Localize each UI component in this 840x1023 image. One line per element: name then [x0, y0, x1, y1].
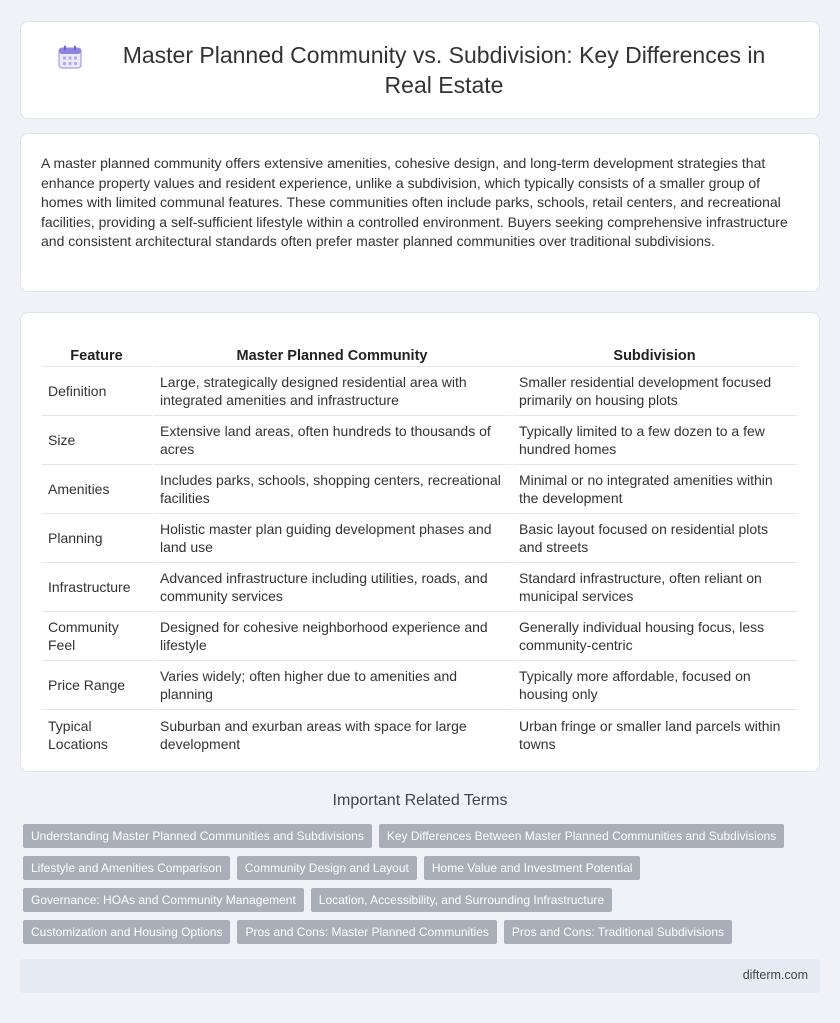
subdivision-cell: Typically more affordable, focused on housing only: [513, 661, 799, 710]
master-planned-cell: Designed for cohesive neighborhood experience and lifestyle: [154, 612, 513, 661]
master-planned-cell: Includes parks, schools, shopping centers, recreational facilities: [154, 465, 513, 514]
intro-paragraph: A master planned community offers extensive amenities, cohesive design, and long-term development strategies that enhance property values and resident experience, unlike a subdivision, which typically consists of a smaller group of homes with limited communal features. These communities often include parks, schools, retail centers, and recreational facilities, providing a self-sufficient lifestyle within a controlled environment. Buyers seeking comprehensive infrastructure and consistent architectural standards often prefer master planned communities over traditional subdivisions.: [41, 155, 788, 249]
related-term-tag[interactable]: Pros and Cons: Master Planned Communities: [237, 920, 496, 944]
master-planned-cell: Holistic master plan guiding development phases and land use: [154, 514, 513, 563]
related-term-tag[interactable]: Lifestyle and Amenities Comparison: [23, 856, 230, 880]
table-row: [42, 563, 799, 612]
calendar-icon: [56, 43, 84, 71]
comparison-table-card: [20, 312, 820, 772]
feature-cell: Definition: [42, 367, 154, 416]
subdivision-cell: Generally individual housing focus, less community-centric: [513, 612, 799, 661]
table-row: [42, 710, 799, 759]
subdivision-cell: Urban fringe or smaller land parcels within towns: [513, 710, 799, 759]
related-term-tag[interactable]: Location, Accessibility, and Surrounding Infrastructure: [311, 888, 612, 912]
related-terms-title: Important Related Terms: [332, 792, 508, 809]
master-planned-cell: Extensive land areas, often hundreds to thousands of acres: [154, 416, 513, 465]
master-planned-cell: Advanced infrastructure including utilities, roads, and community services: [154, 563, 513, 612]
related-term-tag[interactable]: Customization and Housing Options: [23, 920, 230, 944]
related-term-tag[interactable]: Community Design and Layout: [237, 856, 417, 880]
subdivision-cell: Basic layout focused on residential plots and streets: [513, 514, 799, 563]
page-title: Master Planned Community vs. Subdivision: Key Differences in Real Estate: [122, 42, 766, 98]
table-row: [42, 465, 799, 514]
table-row: [42, 416, 799, 465]
related-term-tag[interactable]: Understanding Master Planned Communities and Subdivisions: [23, 824, 372, 848]
table-row: [42, 514, 799, 563]
master-planned-cell: Suburban and exurban areas with space for large development: [154, 710, 513, 759]
feature-cell: Planning: [42, 514, 154, 563]
intro-card: [20, 133, 820, 292]
column-header-feature: Feature: [42, 333, 154, 367]
table-row: [42, 612, 799, 661]
master-planned-cell: Varies widely; often higher due to amenities and planning: [154, 661, 513, 710]
related-terms-list: [23, 824, 823, 944]
footer-site-link[interactable]: difterm.com: [742, 968, 808, 982]
related-term-tag[interactable]: Home Value and Investment Potential: [424, 856, 641, 880]
related-term-tag[interactable]: Governance: HOAs and Community Management: [23, 888, 304, 912]
column-header-subdivision: Subdivision: [513, 333, 799, 367]
column-header-master-planned: Master Planned Community: [154, 333, 513, 367]
master-planned-cell: Large, strategically designed residential area with integrated amenities and infrastructure: [154, 367, 513, 416]
table-header-row: [42, 333, 799, 367]
feature-cell: Size: [42, 416, 154, 465]
feature-cell: Infrastructure: [42, 563, 154, 612]
subdivision-cell: Smaller residential development focused primarily on housing plots: [513, 367, 799, 416]
feature-cell: Amenities: [42, 465, 154, 514]
subdivision-cell: Typically limited to a few dozen to a few hundred homes: [513, 416, 799, 465]
footer: [20, 959, 820, 993]
feature-cell: Community Feel: [42, 612, 154, 661]
feature-cell: Typical Locations: [42, 710, 154, 759]
table-row: [42, 661, 799, 710]
header-card: [20, 21, 820, 119]
related-term-tag[interactable]: Pros and Cons: Traditional Subdivisions: [504, 920, 732, 944]
subdivision-cell: Standard infrastructure, often reliant on municipal services: [513, 563, 799, 612]
comparison-table: [42, 333, 799, 759]
feature-cell: Price Range: [42, 661, 154, 710]
subdivision-cell: Minimal or no integrated amenities within the development: [513, 465, 799, 514]
related-term-tag[interactable]: Key Differences Between Master Planned Communities and Subdivisions: [379, 824, 784, 848]
table-row: [42, 367, 799, 416]
